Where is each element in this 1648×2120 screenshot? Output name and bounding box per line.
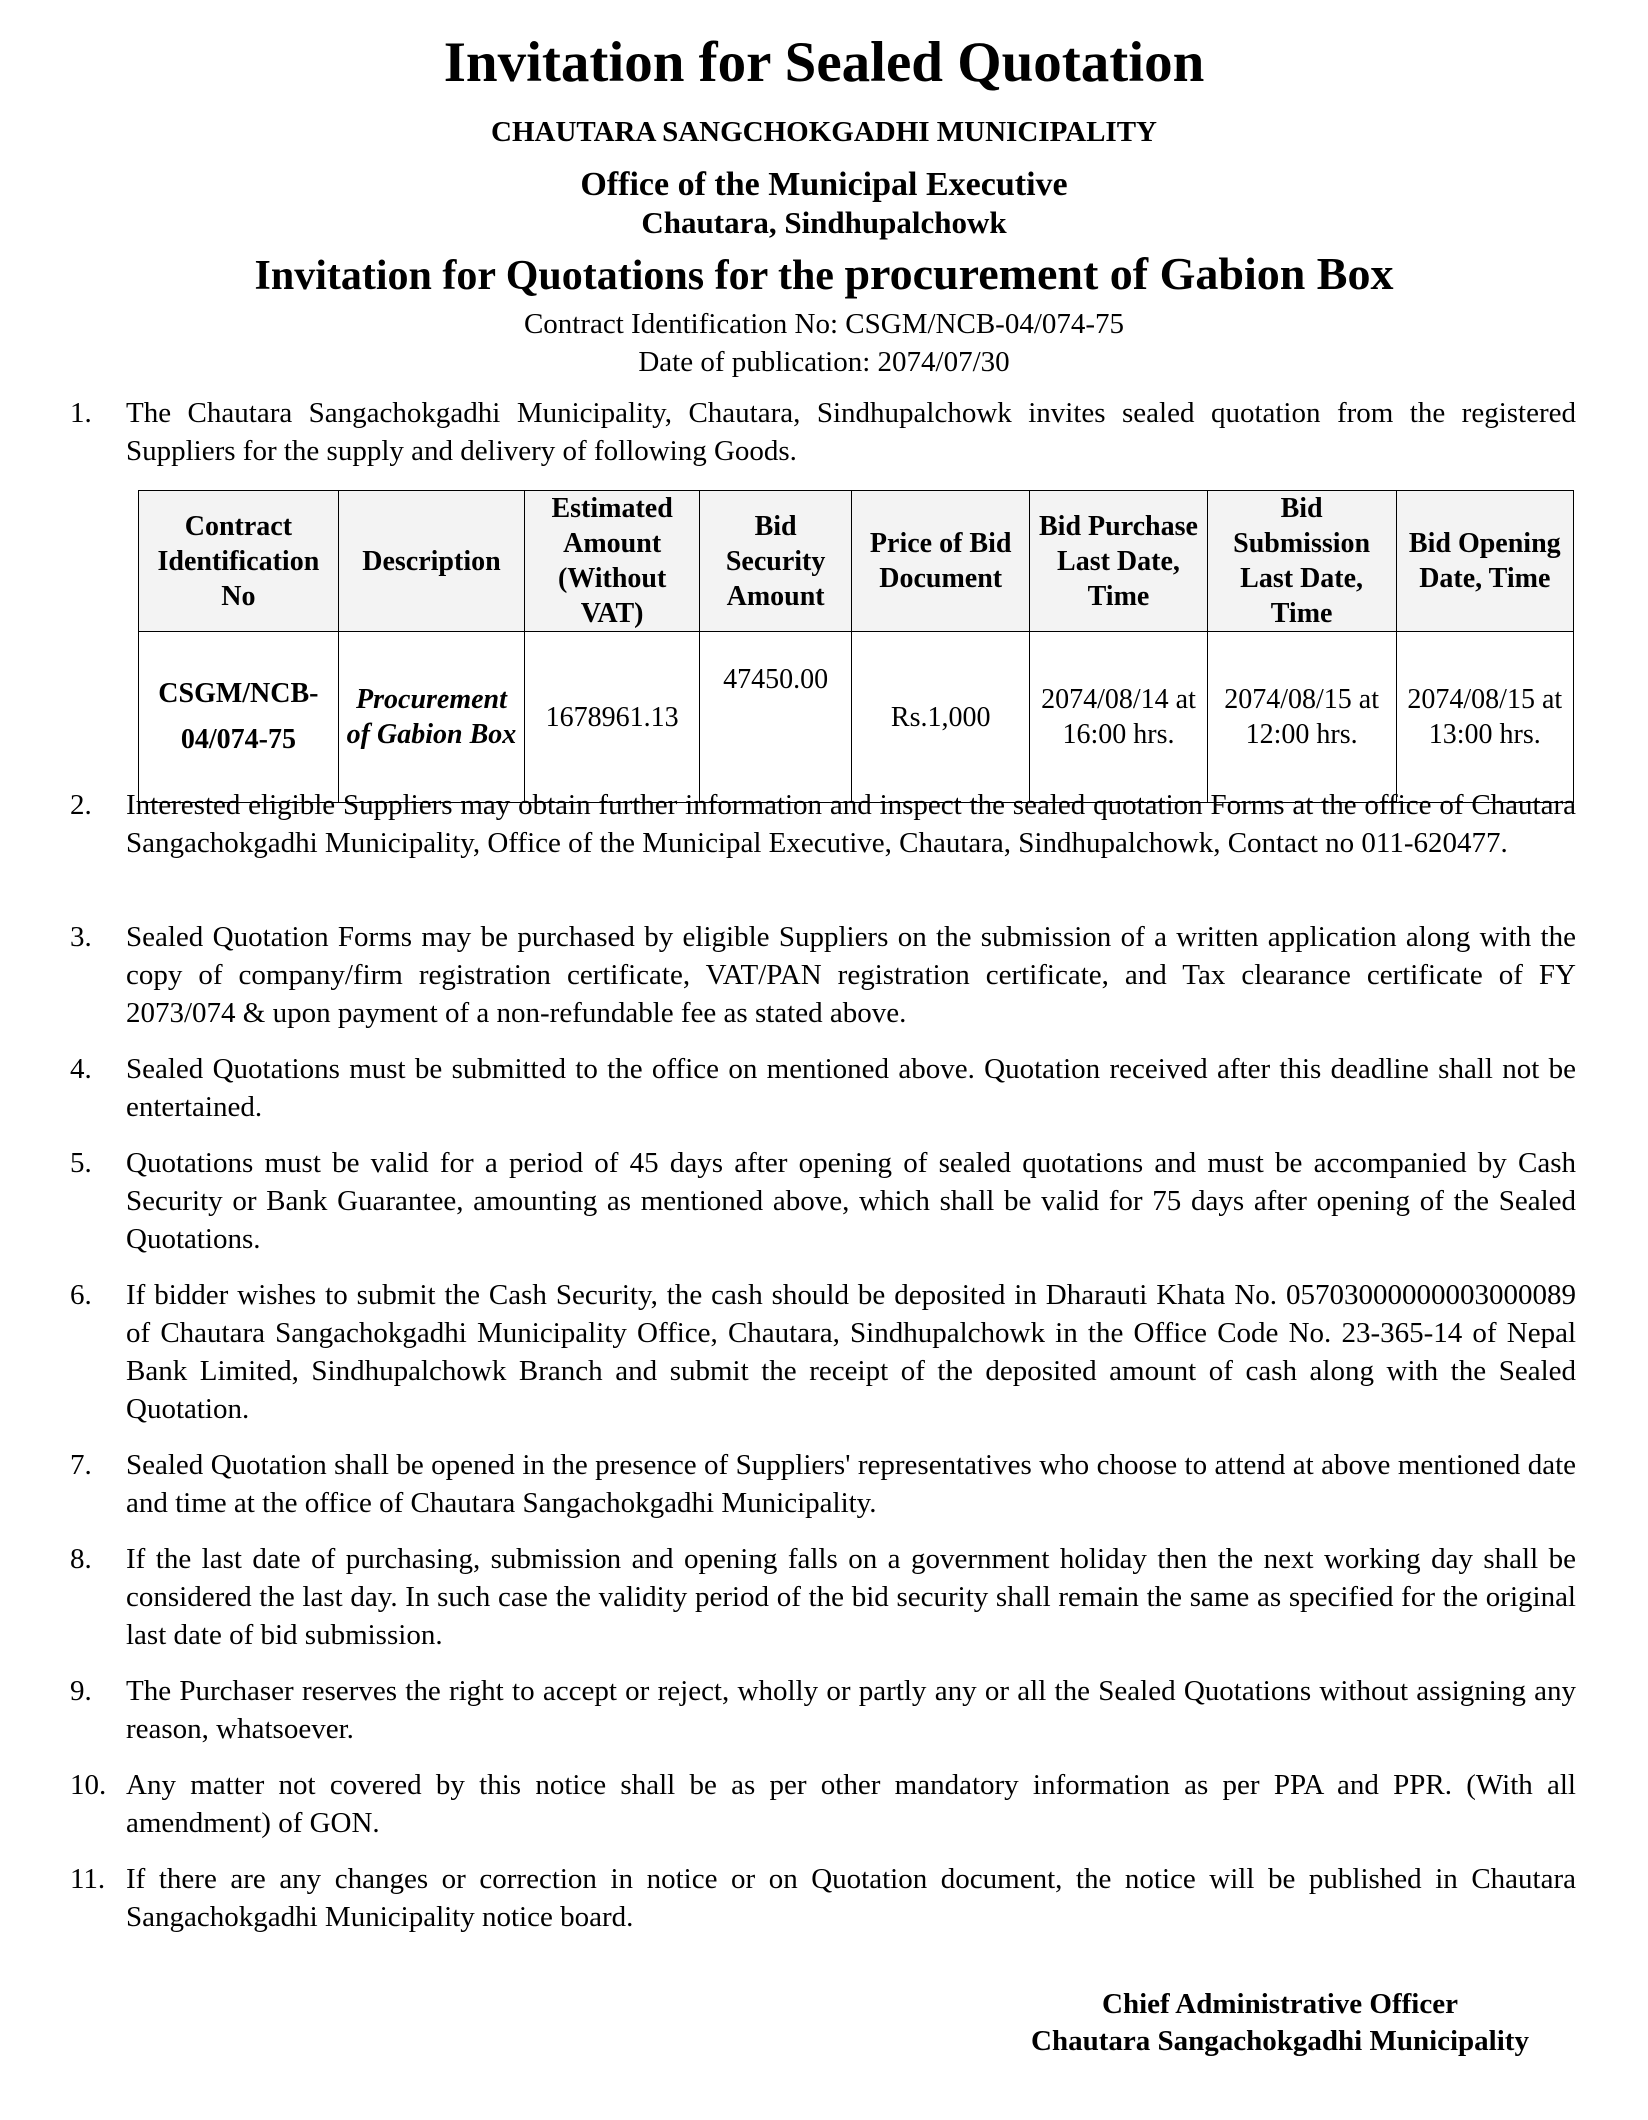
office-location: Chautara, Sindhupalchowk [641,205,1007,240]
header-description: Description [338,491,524,632]
cell-description: Procurement of Gabion Box [338,632,524,803]
municipality-name: CHAUTARA SANGCHOKGADHI MUNICIPALITY [491,116,1157,148]
paragraph-text: If bidder wishes to submit the Cash Security, the cash should be deposited in Dharauti Khata No. 05703000000003000089 of Chautara Sangachokgadhi Municipality Office, Chautara, Sindhupalchowk in the Office Code No. 23-365-14 of Nepal Bank Limited, Sindhupalchowk Branch and submit the receipt of the deposited amount of cash along with the Sealed Quotation. [126,1279,1576,1425]
paragraph-10 [70,1766,1576,1842]
paragraph-text: The Chautara Sangachokgadhi Municipality, Chautara, Sindhupalchowk invites sealed quotation from the registered Suppliers for the supply and delivery of following Goods. [126,397,1576,467]
paragraph-text: Sealed Quotations must be submitted to the office on mentioned above. Quotation received after this deadline shall not be entertained. [126,1053,1576,1123]
paragraph-number: 7. [70,1449,92,1481]
paragraph-number: 4. [70,1053,92,1085]
cell-submission-deadline: 2074/08/15 at 12:00 hrs. [1207,632,1396,803]
header-bid-security: Bid Security Amount [700,491,852,632]
document-title: Invitation for Sealed Quotation [443,31,1205,94]
paragraph-number: 9. [70,1675,92,1707]
paragraph-4 [70,1050,1576,1126]
contract-id-part1: CSGM/NCB- [158,678,319,709]
paragraph-1 [70,394,1576,470]
heading-prefix: Invitation for Quotations for the [254,253,845,299]
paragraph-text: If there are any changes or correction in notice or on Quotation document, the notice will be published in Chautara Sangachokgadhi Municipality notice board. [126,1863,1576,1933]
paragraph-text: Quotations must be valid for a period of 45 days after opening of sealed quotations and must be accompanied by Cash Security or Bank Guarantee, amounting as mentioned above, which shall be valid for 75 days after opening of the Sealed Quotations. [126,1147,1576,1255]
paragraph-5 [70,1144,1576,1258]
paragraph-text: Any matter not covered by this notice shall be as per other mandatory information as per PPA and PPR. (With all amendment) of GON. [126,1769,1576,1839]
paragraph-number: 1. [70,397,92,429]
contract-id-part2: 04/074-75 [180,724,296,755]
paragraph-text: If the last date of purchasing, submission and opening falls on a government holiday then the next working day shall be considered the last day. In such case the validity period of the bid security shall remain the same as specified for the original last date of bid submission. [126,1543,1576,1651]
contract-id-line: Contract Identification No: CSGM/NCB-04/074-75 [523,308,1125,340]
paragraph-number: 11. [70,1863,106,1895]
paragraph-number: 5. [70,1147,92,1179]
paragraph-text: The Purchaser reserves the right to accept or reject, wholly or partly any or all the Sealed Quotations without assigning any reason, whatsoever. [126,1675,1576,1745]
paragraph-8 [70,1540,1576,1654]
paragraph-7 [70,1446,1576,1522]
paragraph-11 [70,1860,1576,1936]
paragraph-number: 2. [70,789,92,821]
paragraph-number: 10. [70,1769,107,1801]
paragraph-9 [70,1672,1576,1748]
signature-block [1000,1986,1560,2060]
quotation-table [138,490,1574,803]
heading-emphasis: procurement of Gabion Box [844,248,1394,299]
cell-bid-security: 47450.00 [700,632,852,803]
paragraph-text: Interested eligible Suppliers may obtain further information and inspect the sealed quotation Forms at the office of Chautara Sangachokgadhi Municipality, Office of the Municipal Executive, Chautara, Sindhupalchowk, Contact no 011-620477. [126,789,1576,859]
paragraph-number: 3. [70,921,92,953]
cell-doc-price: Rs.1,000 [852,632,1030,803]
signatory-designation: Chief Administrative Officer [1102,1988,1458,2020]
paragraph-text: Sealed Quotation shall be opened in the presence of Suppliers' representatives who choose to attend at above mentioned date and time at the office of Chautara Sangachokgadhi Municipality. [126,1449,1576,1519]
paragraph-number: 8. [70,1543,92,1575]
paragraph-6 [70,1276,1576,1428]
header-purchase-deadline: Bid Purchase Last Date, Time [1030,491,1207,632]
cell-contract-id [139,632,339,803]
cell-opening: 2074/08/15 at 13:00 hrs. [1396,632,1573,803]
paragraph-2 [70,786,1576,862]
header-estimated-amount: Estimated Amount (Without VAT) [525,491,700,632]
header-submission-deadline: Bid Submission Last Date, Time [1207,491,1396,632]
signatory-organization: Chautara Sangachokgadhi Municipality [1031,2025,1529,2057]
paragraph-number: 6. [70,1279,92,1311]
cell-purchase-deadline: 2074/08/14 at 16:00 hrs. [1030,632,1207,803]
paragraph-text: Sealed Quotation Forms may be purchased by eligible Suppliers on the submission of a written application along with the copy of company/firm registration certificate, VAT/PAN registration certificate, and Tax clearance certificate of FY 2073/074 & upon payment of a non-refundable fee as stated above. [126,921,1576,1029]
table-row [139,632,1574,803]
header-opening: Bid Opening Date, Time [1396,491,1573,632]
table-header-row [139,491,1574,632]
header-doc-price: Price of Bid Document [852,491,1030,632]
paragraph-3 [70,918,1576,1032]
notice-heading [0,248,1648,302]
publication-date-line: Date of publication: 2074/07/30 [638,346,1010,378]
header-contract-id: Contract Identification No [139,491,339,632]
office-name: Office of the Municipal Executive [580,166,1068,203]
cell-estimated-amount: 1678961.13 [525,632,700,803]
